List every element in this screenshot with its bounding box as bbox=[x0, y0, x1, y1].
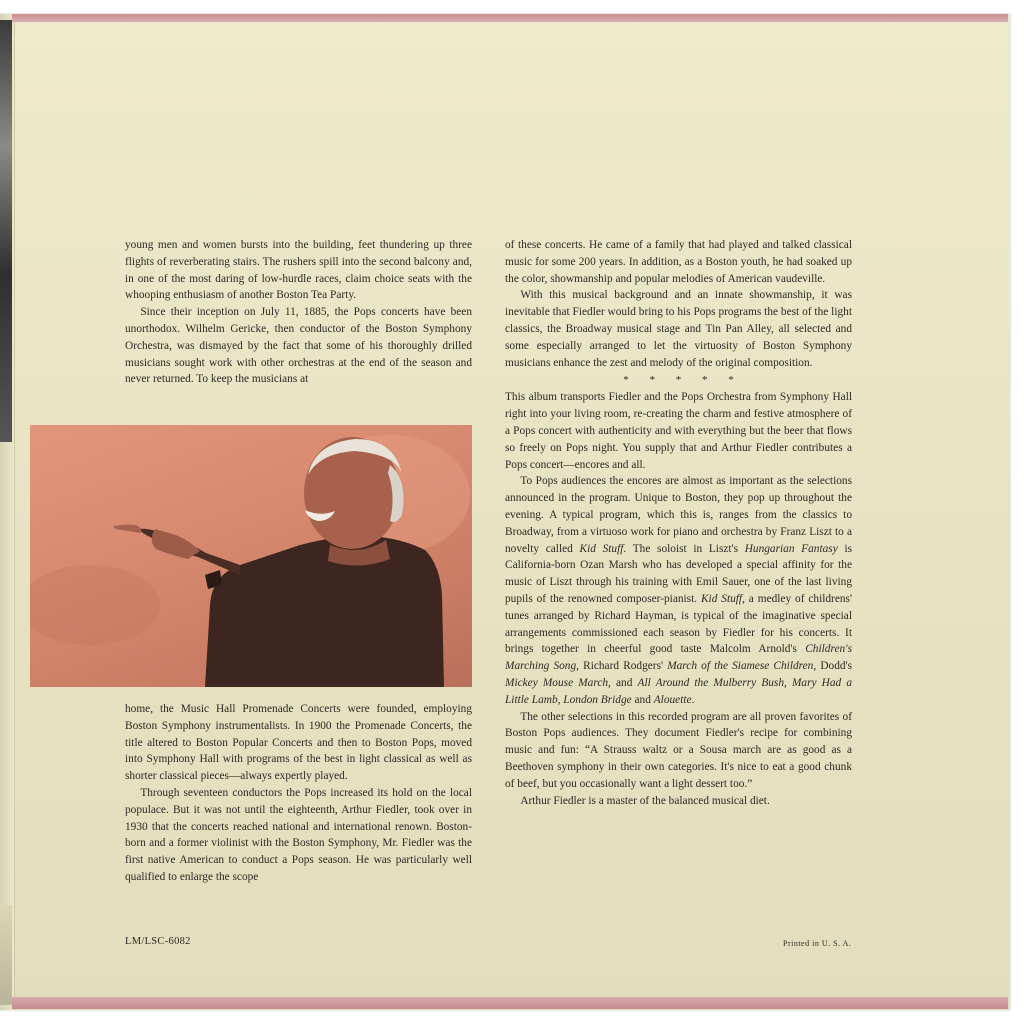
conductor-silhouette bbox=[30, 425, 472, 687]
conductor-photo bbox=[30, 425, 472, 687]
paragraph: Since their inception on July 11, 1885, the Pops concerts have been unorthodox. Wilhelm Gericke, then conductor of the Boston Symphony Orchestra, was dismayed by the fact that some of his thoroughly drilled musicians sought work with other orchestras at the end of the season and never returned. To keep the musicians at bbox=[125, 306, 472, 386]
spine-bottom-strip bbox=[0, 905, 12, 1005]
paragraph-program: To Pops audiences the encores are almost as important as the selections announced in the program. Unique to Boston, they pop up throughout the evening. A typical program, which this is, ranges from the classics to Broadway, from a virtuoso work for piano and orchestra by Franz Liszt to a novelty called Kid Stuff. The soloist in Liszt's Hungarian Fantasy is California-born Ozan Marsh who has developed a special affinity for the music of Liszt through his training with Emil Sauer, one of the last living pupils of the renowned composer-pianist. Kid Stuff, a medley of childrens' tunes arranged by Richard Hayman, is typical of the imaginative special arrangements commissioned each season by Fiedler for his concerts. It brings together in cheerful good taste Malcolm Arnold's Children's Marching Song, Richard Rodgers' March of the Siamese Children, Dodd's Mickey Mouse March, and All Around the Mulberry Bush, Mary Had a Little Lamb, London Bridge and Alouette. bbox=[505, 475, 853, 706]
paragraph: of these concerts. He came of a family that had played and talked classical music for some 200 years. In addition, as a Boston youth, he had soaked up the color, showmanship and popular melodies of American vaudeville. bbox=[505, 239, 852, 285]
catalog-number: LM/LSC-6082 bbox=[125, 936, 191, 947]
section-separator: * * * * * bbox=[623, 374, 734, 387]
paragraph: With this musical background and an innate showmanship, it was inevitable that Fiedler would bring to his Pops programs the best of the light classics, the Broadway musical stage and Tin Pan Alley, all selected and some especially arranged to let the virtuosity of Boston Symphony musicians enhance the zest and melody of the original composition. bbox=[505, 289, 852, 369]
paragraph: home, the Music Hall Promenade Concerts were founded, employing Boston Symphony instrumentalists. In 1900 the Promenade Concerts, the title altered to Boston Popular Concerts and then to Boston Pops, moved into Symphony Hall with programs of the best in light classical as well as shorter classical pieces—always expertly played. bbox=[125, 703, 472, 783]
right-column bbox=[505, 237, 852, 809]
paragraph: The other selections in this recorded program are all proven favorites of Boston Pops audiences. They document Fiedler's recipe for combining music and fun: “A Strauss waltz or a Sousa march are as good as a Beethoven symphony in their own categories. It's nice to eat a good chunk of beef, but you occasionally want a light dessert too.” bbox=[505, 710, 852, 790]
paragraph: This album transports Fiedler and the Pops Orchestra from Symphony Hall right into your living room, re-creating the charm and festive atmosphere of a Pops concert with authenticity and with everything but the beer that flows so freely on Pops night. You supply that and Arthur Fiedler contributes a Pops concert—encores and all. bbox=[505, 391, 852, 471]
paragraph: Arthur Fiedler is a master of the balanced musical diet. bbox=[520, 794, 770, 807]
left-column-top bbox=[125, 237, 472, 388]
top-pink-edge bbox=[12, 14, 1008, 22]
paragraph: young men and women bursts into the building, feet thundering up three flights of reverberating stairs. The rushers spill into the second balcony and, in one of the most daring of low-hurdle races, claim choice seats with the whooping enthusiasm of another Boston Tea Party. bbox=[125, 239, 472, 302]
spine-photo-strip bbox=[0, 20, 12, 442]
paragraph: Through seventeen conductors the Pops increased its hold on the local populace. But it was not until the eighteenth, Arthur Fiedler, took over in 1930 that the concerts reached national and international renown. Boston-born and a former violinist with the Boston Symphony, Mr. Fiedler was the first native American to conduct a Pops season. He was particularly well qualified to enlarge the scope bbox=[125, 786, 472, 883]
left-column-bottom bbox=[125, 701, 472, 886]
bottom-pink-edge bbox=[12, 997, 1008, 1009]
printed-in-label: Printed in U. S. A. bbox=[783, 939, 852, 948]
